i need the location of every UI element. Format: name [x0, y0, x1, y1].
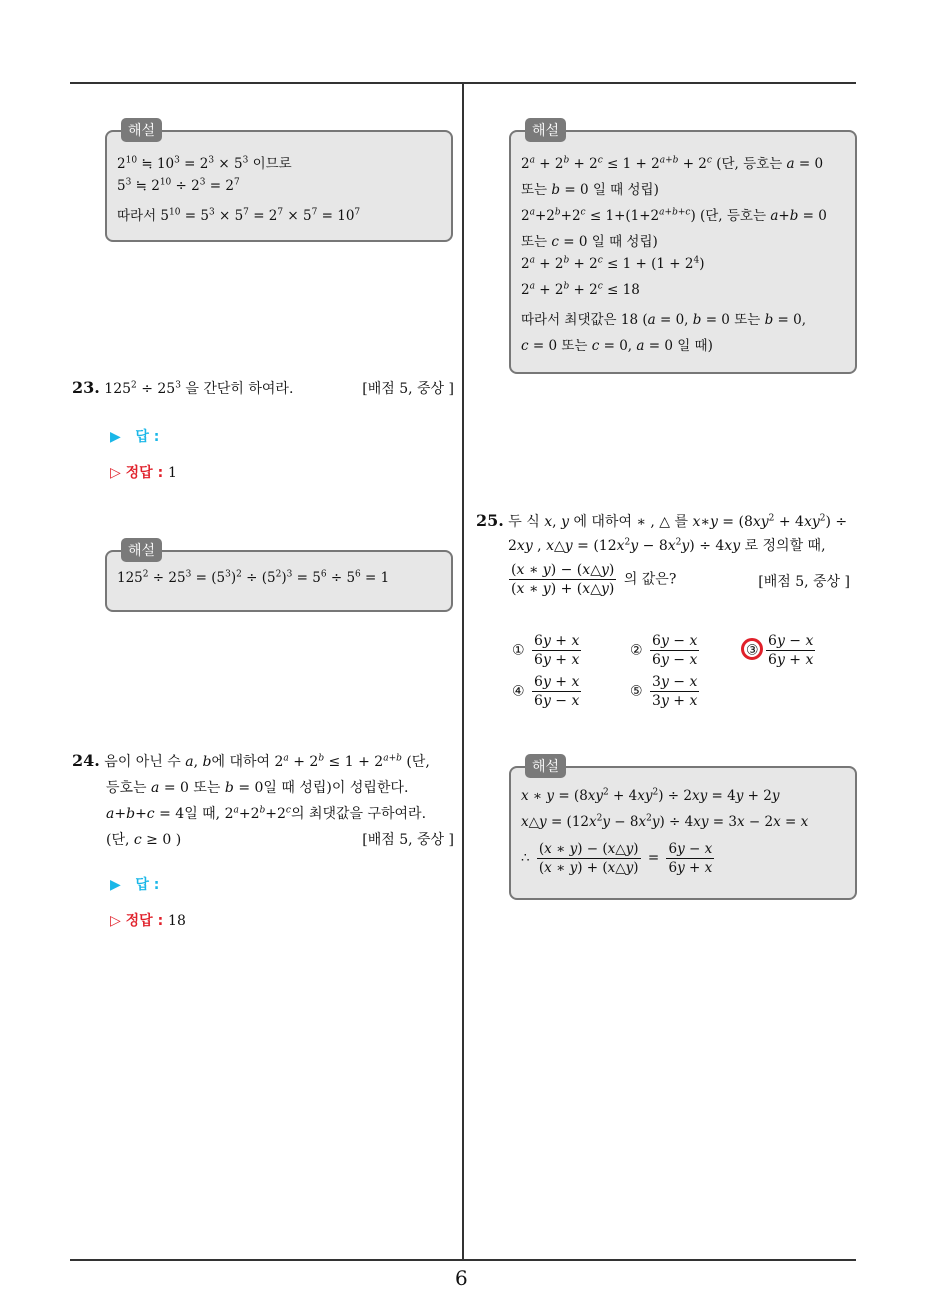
- question-points: [배점 5, 중상 ]: [362, 832, 454, 848]
- question-text: 에 대하여: [211, 754, 271, 770]
- option-fraction: $\frac{6y - x}{6y + x}$: [768, 633, 814, 668]
- solution-line: $2^a + 2^b + 2^c \le 18$: [521, 281, 640, 298]
- column-divider: [462, 82, 464, 1260]
- solution-text: 일 때 성립): [591, 234, 658, 250]
- question-number: 24.: [72, 751, 100, 770]
- question-text: 로 정의할 때,: [744, 538, 826, 554]
- solution-line: $2^a+2^b+2^c \le 1+(1+2^{a+b+c})$ (단, 등호는 a+b = 0: [521, 207, 827, 224]
- solution-text: 또는: [561, 338, 588, 354]
- question-text: 음이 아닌 수: [104, 754, 181, 770]
- solution-text: 따라서 최댓값은: [521, 312, 617, 328]
- solution-tag: 해설: [121, 118, 162, 142]
- question-25: 25. 두 식 x, y 에 대하여 ∗ , △ 를 x∗y = $(8xy^2 + 4xy^2)$ ÷ 2xy , x△y = $(12x^2y - 8x^2y) \div 4xy$ 로 정의할 때, $\frac{(x ∗ y) - (x\triangle y)}{(x ∗ y) + (x\triangle y)}$ 의 값은? [배점 5, 중상 ]: [476, 511, 850, 597]
- solution-line: 또는 c = 0 일 때 성립): [521, 234, 658, 250]
- option-3[interactable]: [746, 632, 818, 669]
- question-fraction: $\frac{(x ∗ y) - (x\triangle y)}{(x ∗ y) + (x\triangle y)}$: [511, 562, 615, 597]
- option-fraction: $\frac{6y + x}{6y + x}$: [534, 633, 580, 668]
- solution-tag: 해설: [525, 754, 566, 778]
- option-1[interactable]: [512, 632, 584, 669]
- question-text: 일 때,: [184, 806, 221, 822]
- solution-box-25: [509, 759, 857, 900]
- question-23: 23. $125^2 \div 25^3$ 을 간단히 하여라. [배점 5, 중상 ]: [72, 378, 454, 397]
- bottom-rule: [70, 1259, 856, 1261]
- option-fraction: $\frac{6y + x}{6y - x}$: [534, 674, 580, 709]
- answer-prompt-24: ▶ 답 :: [110, 877, 160, 893]
- answer-label: 답 :: [135, 877, 160, 893]
- solution-line: c = 0 또는 c = 0, a = 0 일 때): [521, 338, 713, 354]
- page-number: 6: [455, 1266, 468, 1290]
- option-fraction: $\frac{6y - x}{6y - x}$: [652, 633, 698, 668]
- option-marker: ①: [512, 642, 525, 659]
- solution-text: (단, 등호는: [716, 156, 783, 172]
- solution-line: 따라서 최댓값은 18 (a = 0, b = 0 또는 b = 0,: [521, 312, 807, 328]
- solution-line: $2^a + 2^b + 2^c \le 1 + 2^{a+b} + 2^c$ (단, 등호는 a = 0: [521, 155, 824, 172]
- solution-line: x ∗ $y = (8xy^2 + 4xy^2) \div 2xy = 4y + 2y$: [521, 787, 780, 804]
- correct-value: 1: [168, 465, 177, 481]
- option-marker: ③: [746, 642, 759, 659]
- solution-fraction: $\frac{(x ∗ y) - (x\triangle y)}{(x ∗ y) + (x\triangle y)}$: [538, 841, 639, 876]
- question-text: 의 최댓값을 구하여라.: [290, 806, 427, 822]
- solution-text: 또는: [521, 182, 548, 198]
- correct-label: 정답 :: [125, 465, 164, 481]
- solution-text: 따라서: [117, 208, 157, 224]
- answer-label: 답 :: [135, 429, 160, 445]
- option-marker: ④: [512, 683, 525, 700]
- solution-box-22: [105, 123, 453, 242]
- solution-text: (단, 등호는: [700, 208, 767, 224]
- option-fraction: $\frac{3y - x}{3y + x}$: [652, 674, 698, 709]
- solution-box-24: [509, 123, 857, 374]
- question-points: [배점 5, 중상 ]: [758, 574, 850, 590]
- option-marker: ②: [630, 642, 643, 659]
- correct-answer-23: ▷ 정답 : 1: [110, 465, 177, 481]
- option-marker: ⑤: [630, 683, 643, 700]
- question-24: 24. 음이 아닌 수 a, b에 대하여 $2^a + 2^b \le 1 + 2^{a+b}$ (단, 등호는 a = 0 또는 b = 0일 때 성립)이 성립한다. a+b+c = 4일 때, $2^a+2^b+2^c$의 최댓값을 구하여라. (단, c ≥ 0 ) [배점 5, 중상 ]: [72, 748, 458, 853]
- solution-line: $125^2 \div 25^3 = (5^3)^2 \div (5^2)^3 = 5^6 \div 5^6 = 1$: [117, 569, 390, 586]
- solution-text: 또는: [521, 234, 548, 250]
- question-points: [배점 5, 중상 ]: [362, 381, 454, 397]
- question-text: (단,: [106, 832, 130, 848]
- solution-fraction: $\frac{6y - x}{6y + x}$: [668, 841, 713, 876]
- solution-line: x△y = $(12x^2y - 8x^2y) \div 4xy = 3x - 2x = x$: [521, 813, 809, 830]
- solution-line: $2^{10}$ ≒ $10^3 = 2^3 \times 5^3$ 이므로: [117, 155, 292, 172]
- solution-line: $2^a + 2^b + 2^c \le 1 + (1 + 2^4)$: [521, 255, 705, 272]
- answer-prompt-23: ▶ 답 :: [110, 429, 160, 445]
- solution-line: ∴ $\frac{(x ∗ y) - (x\triangle y)}{(x ∗ y) + (x\triangle y)}$ = $\frac{6y - x}{6y + x}$: [521, 841, 713, 876]
- question-text: 일 때 성립)이 성립한다.: [263, 780, 409, 796]
- solution-text: 이므로: [252, 156, 292, 172]
- question-number: 25.: [476, 511, 504, 530]
- option-2[interactable]: [630, 632, 702, 669]
- question-text: 등호는: [106, 780, 147, 796]
- question-text: 두 식: [508, 514, 540, 530]
- question-number: 23.: [72, 378, 100, 397]
- question-text: 또는: [193, 780, 221, 796]
- question-text: 의 값은?: [623, 571, 677, 588]
- solution-text: 일 때 성립): [592, 182, 659, 198]
- solution-tag: 해설: [525, 118, 566, 142]
- question-text: 를: [674, 514, 689, 530]
- solution-line: $5^3$ ≒ $2^{10} \div 2^3 = 2^7$: [117, 177, 240, 194]
- correct-label: 정답 :: [125, 913, 164, 929]
- option-5[interactable]: [630, 673, 702, 710]
- question-text: (단,: [406, 754, 430, 770]
- question-text: 을 간단히 하여라.: [185, 381, 294, 397]
- solution-text: 일 때): [677, 338, 713, 354]
- solution-box-23: [105, 543, 453, 612]
- correct-answer-24: ▷ 정답 : 18: [110, 913, 186, 929]
- option-4[interactable]: [512, 673, 584, 710]
- correct-value: 18: [168, 913, 186, 929]
- solution-text: 또는: [734, 312, 761, 328]
- solution-tag: 해설: [121, 538, 162, 562]
- question-text: 에 대하여: [573, 514, 632, 530]
- solution-line: 따라서 $5^{10} = 5^3 \times 5^7 = 2^7 \times 5^7 = 10^7$: [117, 207, 361, 224]
- solution-line: 또는 b = 0 일 때 성립): [521, 182, 659, 198]
